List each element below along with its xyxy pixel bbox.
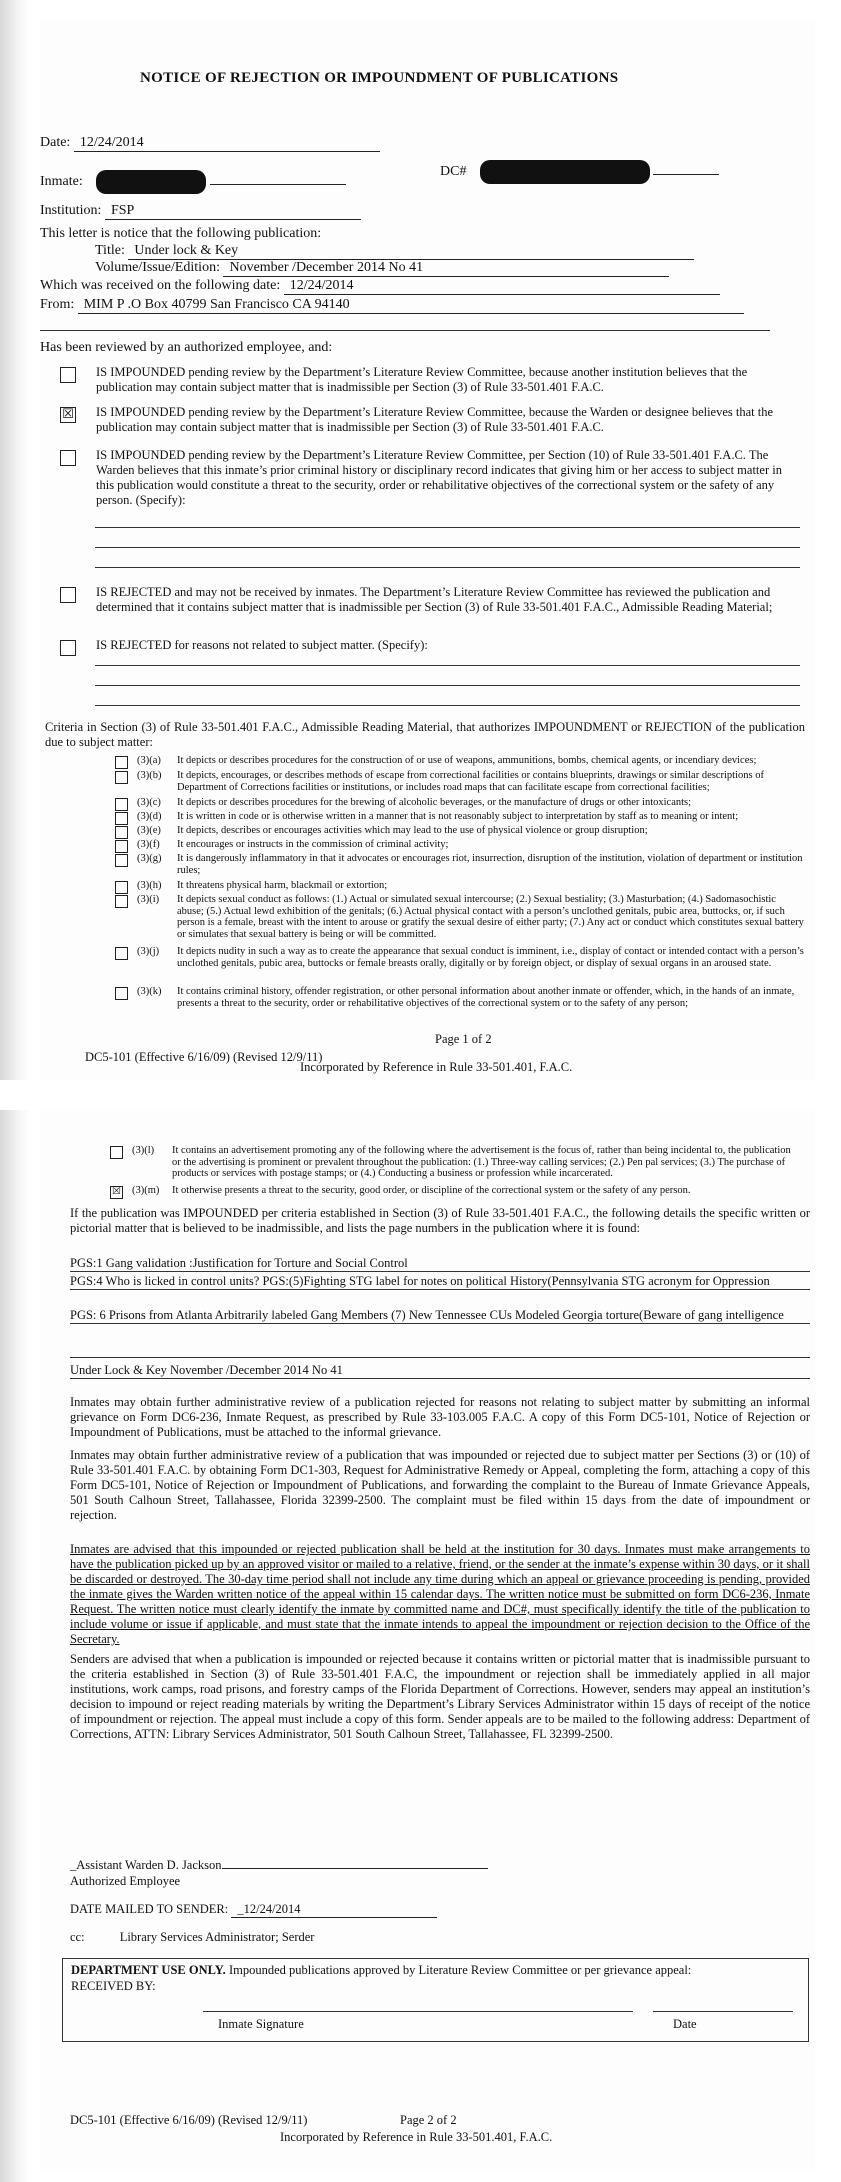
specify-line	[95, 567, 800, 568]
criterion-3m	[110, 1185, 800, 1197]
criterion-3g	[115, 853, 805, 876]
dept-use-line	[71, 1963, 791, 1978]
criterion-3i	[115, 894, 805, 940]
institution-value: FSP	[105, 203, 361, 220]
checkbox[interactable]	[115, 756, 128, 769]
date-line	[653, 2011, 793, 2012]
criterion-3j	[115, 946, 805, 969]
criterion-3e	[115, 825, 805, 837]
criterion-text: It encourages or instructs in the commission of criminal activity;	[177, 839, 449, 850]
from-row	[40, 297, 744, 314]
criterion-code: (3)(k)	[137, 986, 162, 997]
checkbox[interactable]	[115, 826, 128, 839]
specify-line	[95, 547, 800, 548]
option-rejected-other	[60, 638, 800, 653]
pgs-line: Under Lock & Key November /December 2014 No 41	[70, 1363, 810, 1379]
received-by-label: RECEIVED BY:	[71, 1979, 156, 1993]
dc-row	[440, 160, 719, 184]
from-value: MIM P .O Box 40799 San Francisco CA 94140	[78, 297, 744, 314]
pgs-line: PGS:1 Gang validation :Justification for Torture and Social Control	[70, 1256, 810, 1272]
reviewed-text: Has been reviewed by an authorized employee, and:	[40, 340, 333, 355]
criterion-3k	[115, 986, 805, 1009]
pgs-line: PGS: 6 Prisons from Atlanta Arbitrarily labeled Gang Members (7) New Tennessee CUs Modeled Georgia torture(Beware of gang intelligence	[70, 1308, 810, 1324]
mailed-label: DATE MAILED TO SENDER:	[70, 1902, 229, 1916]
pub-title-label: Title:	[95, 243, 125, 258]
cc-label: cc:	[70, 1930, 85, 1944]
institution-row	[40, 203, 361, 220]
from-label: From:	[40, 297, 75, 312]
criterion-3d	[115, 811, 805, 823]
volume-label: Volume/Issue/Edition:	[95, 260, 220, 275]
institution-label: Institution:	[40, 203, 102, 218]
criterion-text: It depicts, encourages, or describes methods of escape from correctional facilities or contains blueprints, drawings or similar descriptions of Department of Corrections facilities or institutions, or includes road maps that can facilitate escape from correctional facilities;	[177, 770, 764, 793]
signer-row	[70, 1858, 488, 1873]
criterion-text: It threatens physical harm, blackmail or extortion;	[177, 880, 388, 891]
specify-line	[95, 705, 800, 706]
option-text: IS IMPOUNDED pending review by the Department’s Literature Review Committee, because the Warden or designee believes that the publication may contain subject matter that is inadmissible per Section (3) of Rule 33-501.401 F.A.C.	[96, 405, 774, 434]
checkbox[interactable]	[60, 640, 76, 656]
footer-form-id: DC5-101 (Effective 6/16/09) (Revised 12/9/11)	[85, 1050, 323, 1064]
checkbox[interactable]	[115, 854, 128, 867]
specify-line	[95, 685, 800, 686]
checkbox[interactable]	[115, 798, 128, 811]
date-caption: Date	[673, 2017, 697, 2031]
inmate-signature-label: Inmate Signature	[218, 2017, 304, 2031]
specify-line	[95, 665, 800, 666]
checkbox[interactable]	[60, 367, 76, 383]
checkbox[interactable]	[115, 895, 128, 908]
criterion-text: It is written in code or is otherwise written in a manner that is not reasonably subject to interpretation by staff as to meaning or intent;	[177, 811, 739, 822]
checkbox[interactable]	[115, 840, 128, 853]
form-title: NOTICE OF REJECTION OR IMPOUNDMENT OF PUBLICATIONS	[140, 70, 619, 86]
option-text: IS REJECTED for reasons not related to subject matter. (Specify):	[96, 638, 428, 652]
checkbox[interactable]: ☒	[60, 407, 76, 423]
criterion-text: It depicts, describes or encourages activities which may lead to the use of physical violence or group disruption;	[177, 825, 648, 836]
criterion-code: (3)(d)	[137, 811, 162, 822]
criterion-code: (3)(l)	[132, 1145, 155, 1156]
criterion-code: (3)(g)	[137, 853, 162, 864]
cc-value: Library Services Administrator; Serder	[119, 1930, 315, 1944]
criterion-text: It contains an advertisement promoting any of the following where the advertisement is the focus of, rather than being incidental to, the publication or the advertising is prominent or prevalent throughout the publication: (1.) Three-way calling services; (2.) Pen pal services; (3.) The purchase of products or services with postage stamps; or (4.) Conducting a business or profession while incarcerated.	[172, 1145, 791, 1179]
criterion-code: (3)(b)	[137, 770, 162, 781]
paragraph-30-days: Inmates are advised that this impounded or rejected publication shall be held at the institution for 30 days. Inmates must make arrangements to have the publication picked up by an approved visitor or mailed to a relative, friend, or the sender at the inmate’s expense within 30 days, or it shall be discarded or destroyed. The 30-day time period shall not include any time during which an appeal or grievance proceeding is pending, provided the inmate gives the Warden written notice of the appeal within 15 calendar days. The written notice must be submitted on form DC6-236, Inmate Request. The written notice must clearly identify the inmate by committed name and DC#, must specifically identify the title of the publication to include volume or issue if applicable, and must state that the inmate intends to appeal the impoundment or rejection decision to the Office of the Secretary.	[70, 1542, 810, 1646]
notice-text: This letter is notice that the following publication:	[40, 226, 322, 241]
criterion-3f	[115, 839, 805, 851]
option-impounded-warden	[60, 405, 800, 435]
criterion-text: It depicts or describes procedures for the construction of or use of weapons, ammunitions, bombs, chemical agents, or incendiary devices;	[177, 755, 757, 766]
criterion-3a	[115, 755, 805, 767]
checkbox[interactable]: ☒	[110, 1186, 123, 1199]
date-row	[40, 135, 380, 152]
volume-row	[95, 260, 669, 277]
checkbox[interactable]	[110, 1146, 123, 1159]
option-text: IS REJECTED and may not be received by inmates. The Department’s Literature Review Committee has reviewed the publication and determined that it contains subject matter that is inadmissible per Section (3) of Rule 33-501.401 F.A.C., Admissible Reading Material;	[96, 585, 773, 614]
criterion-code: (3)(a)	[137, 755, 161, 766]
criterion-text: It depicts nudity in such a way as to create the appearance that sexual conduct is imminent, i.e., display of contact or intended contact with a person’s unclothed genitals, pubic area, buttocks or female breasts orally, digitally or by foreign object, or display of sexual organs in an aroused state.	[177, 946, 804, 969]
option-impounded-section-10	[60, 448, 800, 508]
checkbox[interactable]	[60, 587, 76, 603]
rule-line	[40, 330, 770, 331]
date-label: Date:	[40, 135, 71, 150]
date-value: 12/24/2014	[74, 135, 380, 152]
criterion-code: (3)(i)	[137, 894, 160, 905]
option-rejected	[60, 585, 800, 615]
criterion-code: (3)(j)	[137, 946, 160, 957]
inmate-row	[40, 170, 346, 194]
dept-use-bold: DEPARTMENT USE ONLY.	[71, 1963, 226, 1977]
received-row	[40, 278, 720, 295]
pub-title-row	[95, 243, 694, 260]
signer-name: _Assistant Warden D. Jackson	[70, 1858, 222, 1872]
pgs-line	[70, 1342, 810, 1358]
pub-title-value: Under lock & Key	[128, 243, 694, 260]
criteria-intro: Criteria in Section (3) of Rule 33-501.401 F.A.C., Admissible Reading Material, that authorizes IMPOUNDMENT or REJECTION of the publication due to subject matter:	[45, 720, 805, 749]
checkbox[interactable]	[115, 987, 128, 1000]
mailed-value: _12/24/2014	[231, 1902, 437, 1918]
criterion-3h	[115, 880, 805, 892]
page-separator	[0, 1080, 841, 1110]
checkbox[interactable]	[115, 812, 128, 825]
footer-page-number: Page 2 of 2	[400, 2113, 457, 2127]
impounded-details-text: If the publication was IMPOUNDED per criteria established in Section (3) of Rule 33-501.401 F.A.C., the following details the specific written or pictorial matter that is believed to be inadmissible, and lists the page numbers in the publication where it is found:	[70, 1206, 810, 1235]
department-use-box	[62, 1958, 809, 2042]
criterion-text: It contains criminal history, offender registration, or other personal information about another inmate or offender, which, in the hands of an inmate, presents a threat to the security, order or rehabilitative objectives of the correctional system or to the safety of any person;	[177, 986, 795, 1009]
paragraph-informal-grievance: Inmates may obtain further administrative review of a publication rejected for reasons not relating to subject matter by submitting an informal grievance on Form DC6-236, Inmate Request, as prescribed by Rule 33-103.005 F.A.C. A copy of this Form DC5-101, Notice of Rejection or Impoundment of Publications, must be attached to the informal grievance.	[70, 1395, 810, 1439]
received-value: 12/24/2014	[284, 278, 720, 295]
paragraph-administrative-remedy: Inmates may obtain further administrative review of a publication that was impounded or rejected due to subject matter per Sections (3) or (10) of Rule 33-501.401 F.A.C. by obtaining Form DC1-303, Request for Administrative Remedy or Appeal, completing the form, attaching a copy of this Form DC5-101, Notice of Rejection or Impoundment of Publications, and forwarding the complaint to the Bureau of Inmate Grievance Appeals, 501 South Calhoun Street, Tallahassee, Florida 32399-2500. The complaint must be filed within 15 days from the date of impoundment or rejection.	[70, 1448, 810, 1522]
dc-underline	[653, 174, 719, 175]
criterion-code: (3)(f)	[137, 839, 160, 850]
mailed-row	[70, 1902, 437, 1918]
footer-reference: Incorporated by Reference in Rule 33-501.401, F.A.C.	[280, 2130, 553, 2144]
inmate-underline	[210, 184, 346, 185]
cc-row	[70, 1930, 314, 1945]
criterion-code: (3)(h)	[137, 880, 162, 891]
option-impounded-other-institution	[60, 365, 800, 395]
signature-line	[203, 2011, 633, 2012]
inmate-redaction	[96, 170, 206, 194]
criterion-3c	[115, 797, 805, 809]
page-1	[40, 20, 815, 1080]
dc-redaction	[480, 160, 650, 184]
criterion-text: It depicts or describes procedures for the brewing of alcoholic beverages, or the manufacture of drugs or other intoxicants;	[177, 797, 692, 808]
footer-page-number: Page 1 of 2	[435, 1032, 492, 1046]
criterion-code: (3)(e)	[137, 825, 161, 836]
checkbox[interactable]	[115, 881, 128, 894]
checkbox[interactable]	[60, 450, 76, 466]
signer-underline	[222, 1868, 488, 1869]
criterion-code: (3)(c)	[137, 797, 161, 808]
footer-form-id: DC5-101 (Effective 6/16/09) (Revised 12/9/11)	[70, 2113, 308, 2127]
authorized-employee: Authorized Employee	[70, 1874, 181, 1888]
volume-value: November /December 2014 No 41	[223, 260, 669, 277]
criterion-text: It otherwise presents a threat to the security, good order, or discipline of the correctional system or the safety of any person.	[172, 1185, 691, 1196]
footer-reference: Incorporated by Reference in Rule 33-501.401, F.A.C.	[300, 1060, 573, 1074]
specify-line	[95, 527, 800, 528]
pgs-line: PGS:4 Who is licked in control units? PGS:(5)Fighting STG label for notes on political History(Pennsylvania STG acronym for Oppression	[70, 1274, 810, 1290]
criterion-3l	[110, 1145, 800, 1180]
checkbox[interactable]	[115, 947, 128, 960]
checkbox[interactable]	[115, 771, 128, 784]
criterion-3b	[115, 770, 805, 793]
paragraph-senders: Senders are advised that when a publication is impounded or rejected because it contains written or pictorial matter that is inadmissible pursuant to the criteria established in Section (3) of Rule 33-501.401 F.A.C, the impoundment or rejection shall be immediately applied in all major institutions, work camps, road prisons, and forestry camps of the Florida Department of Corrections. However, senders may appeal an institution’s decision to impound or reject reading materials by writing the Department’s Library Services Administrator within 15 days of receipt of the notice of impoundment or rejection. The appeal must include a copy of this form. Sender appeals are to be mailed to the following address: Department of Corrections, ATTN: Library Services Administrator, 501 South Calhoun Street, Tallahassee, FL 32399-2500.	[70, 1652, 810, 1741]
criterion-code: (3)(m)	[132, 1185, 160, 1196]
dept-use-text: Impounded publications approved by Literature Review Committee or per grievance appeal:	[228, 1963, 692, 1977]
dc-label: DC#	[440, 164, 467, 180]
page-2	[40, 1110, 815, 2170]
option-text: IS IMPOUNDED pending review by the Department’s Literature Review Committee, because another institution believes that the publication may contain subject matter that is inadmissible per Section (3) of Rule 33-501.401 F.A.C.	[96, 365, 748, 394]
received-label: Which was received on the following date:	[40, 278, 281, 293]
option-text: IS IMPOUNDED pending review by the Department’s Literature Review Committee, per Section (10) of Rule 33-501.401 F.A.C. The Warden believes that this inmate’s prior criminal history or disciplinary record indicates that giving him or her access to subject matter in this publication would constitute a threat to the security, order or rehabilitative objectives of the correctional system or the safety of any person. (Specify):	[96, 448, 782, 507]
criterion-text: It is dangerously inflammatory in that it advocates or encourages riot, insurrection, disruption of the institution, violation of department or institution rules;	[177, 853, 803, 876]
criterion-text: It depicts sexual conduct as follows: (1.) Actual or simulated sexual intercourse; (2.) Sexual bestiality; (3.) Masturbation; (4.) Sadomasochistic abuse; (5.) Actual lewd exhibition of the genitals; (6.) Actual physical contact with a person’s unclothed genitals, pubic area, buttocks, or, if such person is a female, breast with the intent to arouse or gratify the sexual desire of either party; (7.) Any act or conduct which constitutes sexual battery or simulates that sexual battery is being or will be committed.	[177, 894, 804, 940]
inmate-label: Inmate:	[40, 174, 83, 190]
